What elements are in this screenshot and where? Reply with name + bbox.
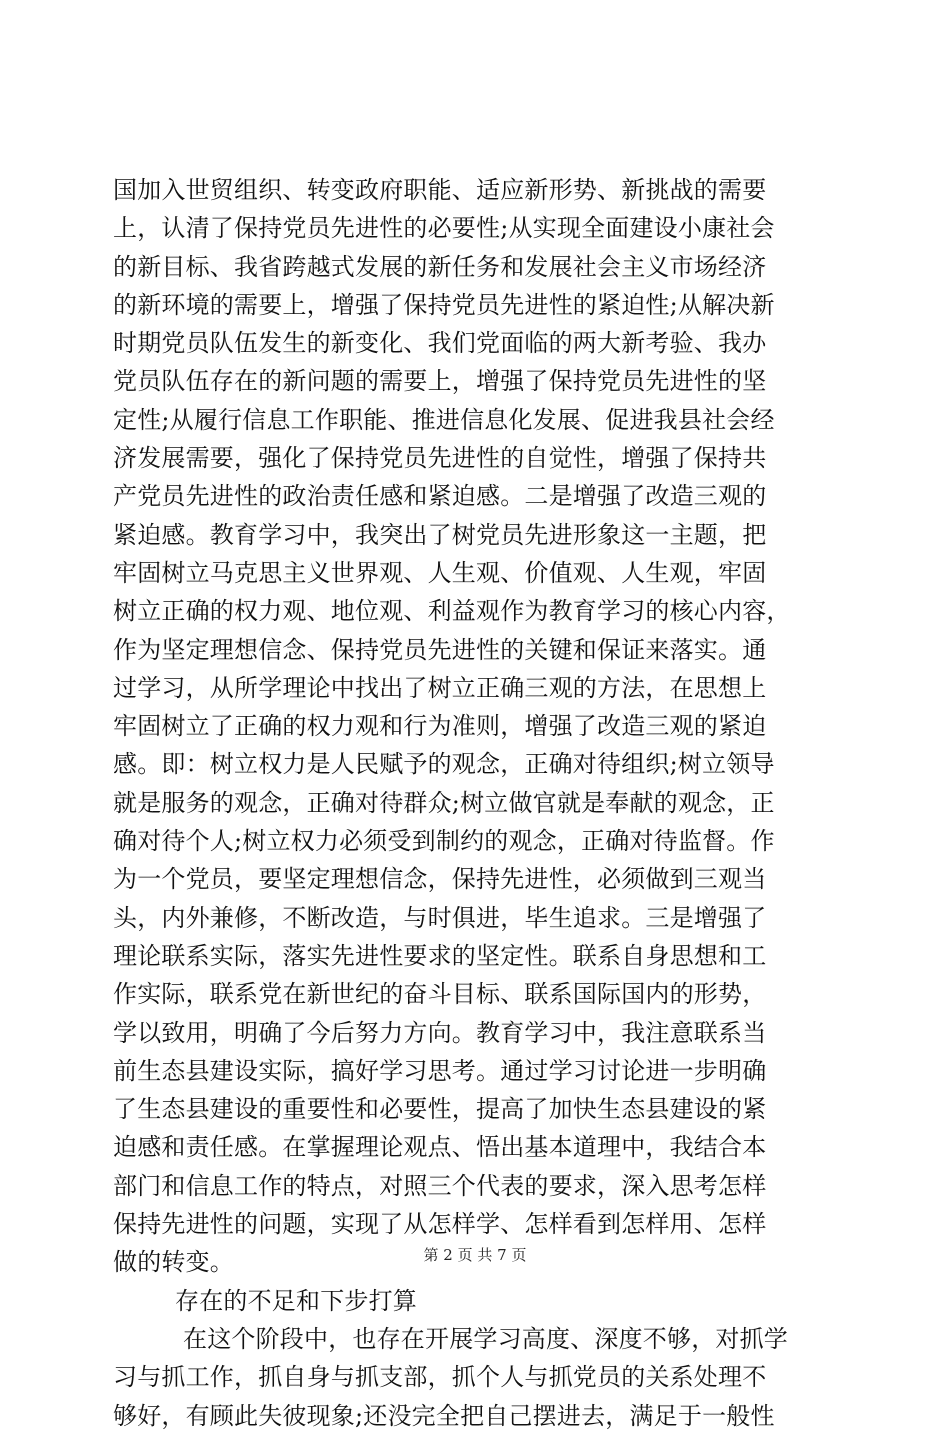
- text-line: 就是服务的观念，正确对待群众;树立做官就是奉献的观念，正: [113, 788, 775, 817]
- text-line: 确对待个人;树立权力必须受到制约的观念，正确对待监督。作: [113, 827, 775, 856]
- text-line: 够好，有顾此失彼现象;还没完全把自己摆进去，满足于一般性: [113, 1401, 775, 1430]
- text-line: 了生态县建设的重要性和必要性，提高了加快生态县建设的紧: [113, 1095, 767, 1124]
- text-line: 做的转变。: [113, 1248, 234, 1277]
- text-line: 前生态县建设实际，搞好学习思考。通过学习讨论进一步明确: [113, 1056, 767, 1085]
- text-line: 学以致用，明确了今后努力方向。教育学习中，我注意联系当: [113, 1018, 767, 1047]
- text-line: 部门和信息工作的特点，对照三个代表的要求，深入思考怎样: [113, 1171, 767, 1200]
- text-line: 定性;从履行信息工作职能、推进信息化发展、促进我县社会经: [113, 405, 775, 434]
- text-line: 紧迫感。教育学习中，我突出了树党员先进形象这一主题，把: [113, 520, 767, 549]
- text-line: 保持先进性的问题，实现了从怎样学、怎样看到怎样用、怎样: [113, 1210, 767, 1239]
- text-line: 牢固树立了正确的权力观和行为准则，增强了改造三观的紧迫: [113, 712, 767, 741]
- text-line: 时期党员队伍发生的新变化、我们党面临的两大新考验、我办: [113, 329, 767, 358]
- text-line: 国加入世贸组织、转变政府职能、适应新形势、新挑战的需要: [113, 176, 767, 204]
- text-line: 作为坚定理想信念、保持党员先进性的关键和保证来落实。通: [113, 635, 767, 664]
- page-number-footer: 第 2 页 共 7 页: [423, 1246, 527, 1264]
- text-line: 为一个党员，要坚定理想信念，保持先进性，必须做到三观当: [113, 865, 767, 894]
- text-line: 头，内外兼修，不断改造，与时俱进，毕生追求。三是增强了: [113, 903, 767, 932]
- text-line: 感。即：树立权力是人民赋予的观念，正确对待组织;树立领导: [113, 750, 775, 779]
- text-line: 迫感和责任感。在掌握理论观点、悟出基本道理中，我结合本: [113, 1133, 767, 1162]
- text-line: 理论联系实际，落实先进性要求的坚定性。联系自身思想和工: [113, 941, 767, 970]
- text-line: 上，认清了保持党员先进性的必要性;从实现全面建设小康社会: [113, 214, 775, 243]
- text-line: 在这个阶段中，也存在开展学习高度、深度不够，对抓学: [183, 1324, 788, 1353]
- text-line: 产党员先进性的政治责任感和紧迫感。二是增强了改造三观的: [113, 482, 767, 511]
- section-heading: 存在的不足和下步打算: [175, 1286, 417, 1315]
- text-line: 的新目标、我省跨越式发展的新任务和发展社会主义市场经济: [113, 252, 767, 281]
- text-line: 的新环境的需要上，增强了保持党员先进性的紧迫性;从解决新: [113, 290, 775, 319]
- text-line: 济发展需要，强化了保持党员先进性的自觉性，增强了保持共: [113, 444, 767, 473]
- text-line: 过学习，从所学理论中找出了树立正确三观的方法，在思想上: [113, 673, 767, 702]
- text-line: 习与抓工作，抓自身与抓支部，抓个人与抓党员的关系处理不: [113, 1363, 767, 1392]
- text-line: 党员队伍存在的新问题的需要上，增强了保持党员先进性的坚: [113, 367, 767, 396]
- text-line: 牢固树立马克思主义世界观、人生观、价值观、人生观，牢固: [113, 558, 767, 587]
- text-line: 树立正确的权力观、地位观、利益观作为教育学习的核心内容，: [113, 597, 791, 626]
- text-line: 作实际，联系党在新世纪的奋斗目标、联系国际国内的形势，: [113, 980, 767, 1009]
